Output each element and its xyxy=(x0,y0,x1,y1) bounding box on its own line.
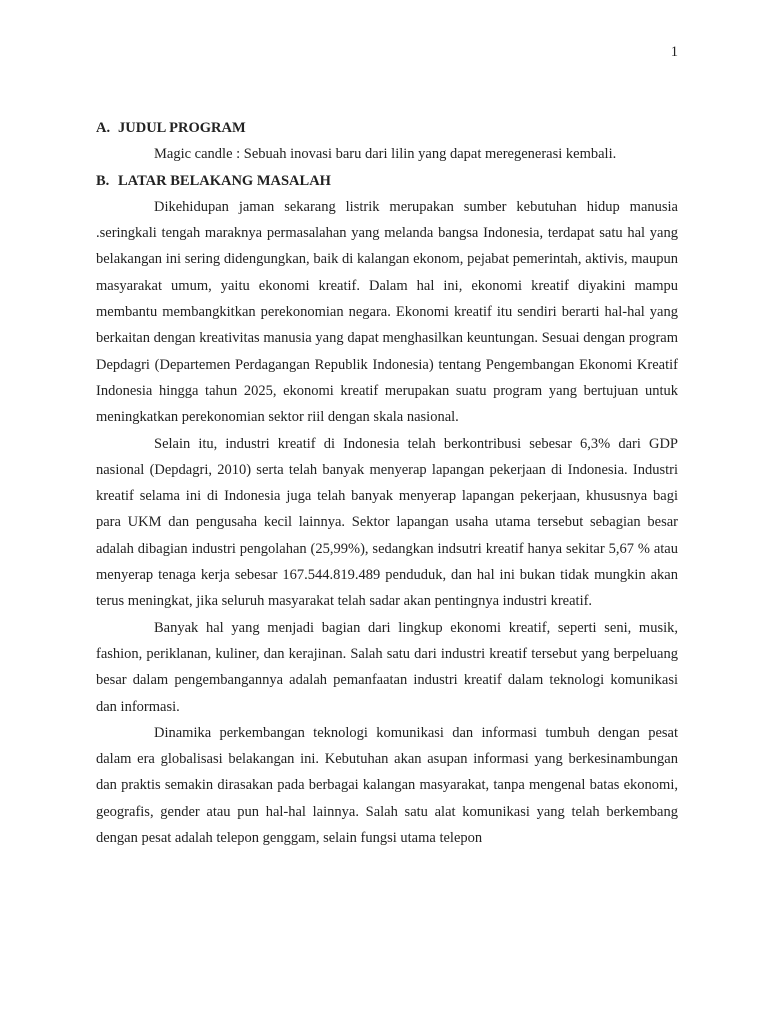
document-body xyxy=(96,115,678,851)
section-b-title: LATAR BELAKANG MASALAH xyxy=(118,172,331,189)
paragraph: Dikehidupan jaman sekarang listrik merupakan sumber kebutuhan hidup manusia .seringkali tengah maraknya permasalahan yang melanda bangsa Indonesia, terdapat satu hal yang belakangan ini sering didengungkan, baik di kalangan ekonom, pejabat pemerintah, aktivis, maupun masyarakat umum, yaitu ekonomi kreatif. Dalam hal ini, ekonomi kreatif diyakini mampu membantu membangkitkan perekonomian negara. Ekonomi kreatif itu sendiri berarti hal-hal yang berkaitan dengan kreativitas manusia yang dapat menghasilkan keuntungan. Sesuai dengan program Depdagri (Departemen Perdagangan Republik Indonesia) tentang Pengembangan Ekonomi Kreatif Indonesia hingga tahun 2025, ekonomi kreatif merupakan suatu program yang bertujuan untuk meningkatkan perekonomian sektor riil dengan skala nasional. xyxy=(96,198,678,426)
section-a-label: A. xyxy=(96,120,111,136)
section-b-label: B. xyxy=(96,172,110,189)
section-a-heading xyxy=(96,115,678,141)
page-number: 1 xyxy=(670,44,678,60)
paragraph: Banyak hal yang menjadi bagian dari lingkup ekonomi kreatif, seperti seni, musik, fashion, periklanan, kuliner, dan kerajinan. Salah satu dari industri kreatif tersebut yang berpeluang besar dalam pengembangannya adalah pemanfaatan industri kreatif dalam teknologi komunikasi dan informasi. xyxy=(96,619,678,715)
program-title: Magic candle : Sebuah inovasi baru dari lilin yang dapat meregenerasi kembali. xyxy=(154,146,617,163)
paragraph: Selain itu, industri kreatif di Indonesia telah berkontribusi sebesar 6,3% dari GDP nasional (Depdagri, 2010) serta telah banyak menyerap lapangan pekerjaan di Indonesia. Industri kreatif selama ini di Indonesia juga telah banyak menyerap lapangan pekerjaan, khususnya bagi para UKM dan pengusaha kecil lainnya. Sektor lapangan usaha utama tersebut sebagian besar adalah dibagian industri pengolahan (25,99%), sedangkan indsutri kreatif hanya sekitar 5,67 % atau menyerap tenaga kerja sebesar 167.544.819.489 penduduk, dan hal ini bukan tidak mungkin akan terus meningkat, jika seluruh masyarakat telah sadar akan pentingnya industri kreatif. xyxy=(96,435,678,610)
section-b-heading xyxy=(96,168,678,194)
section-a-title: JUDUL PROGRAM xyxy=(118,120,246,136)
paragraph: Dinamika perkembangan teknologi komunikasi dan informasi tumbuh dengan pesat dalam era globalisasi belakangan ini. Kebutuhan akan asupan informasi yang berkesinambungan dan praktis semakin dirasakan pada berbagai kalangan masyarakat, tanpa mengenal batas ekonomi, geografis, gender atau pun hal-hal lainnya. Salah satu alat komunikasi yang telah berkembang dengan pesat adalah telepon genggam, selain fungsi utama telepon xyxy=(96,724,678,847)
